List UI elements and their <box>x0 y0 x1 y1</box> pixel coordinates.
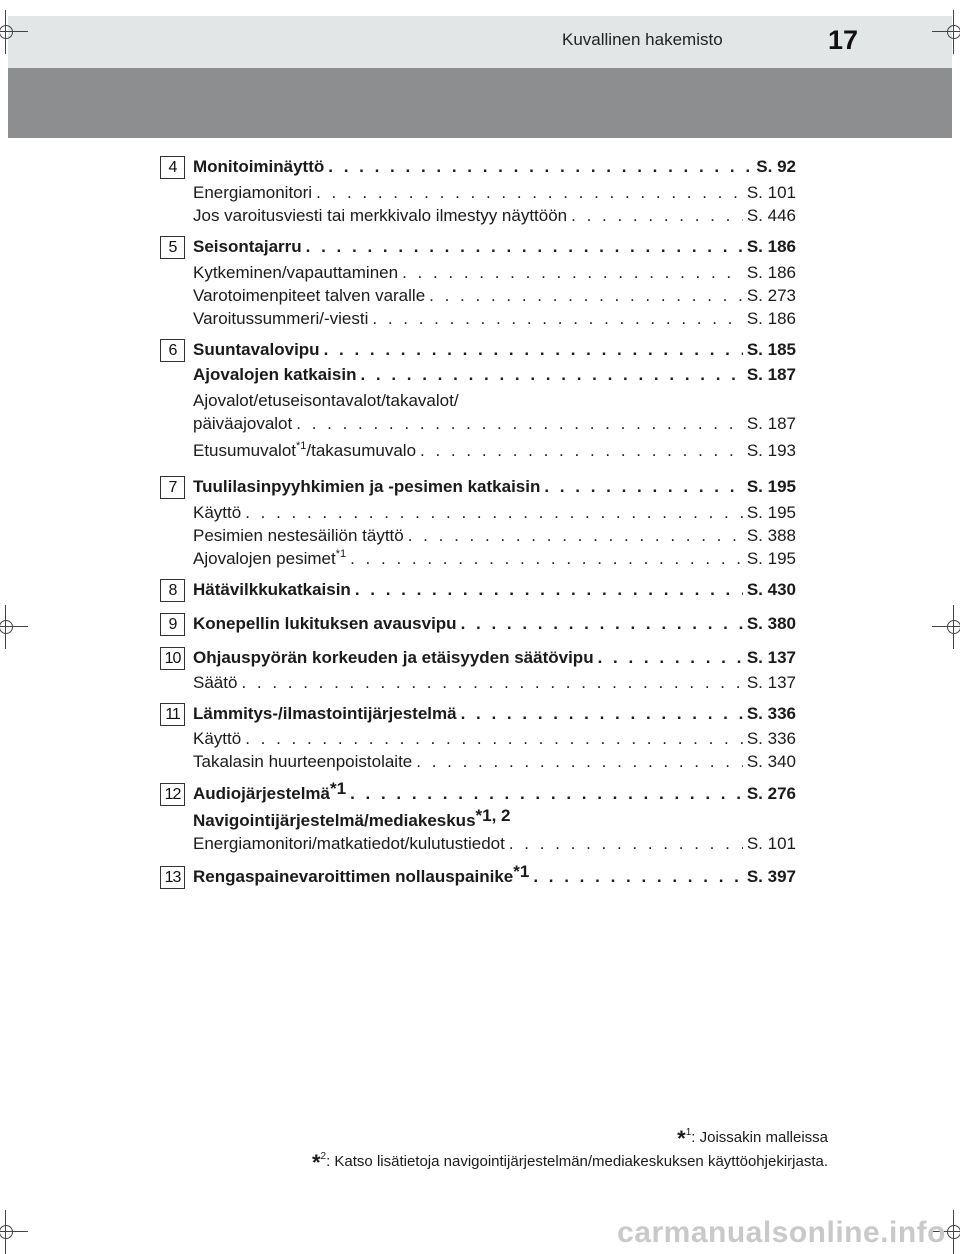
registration-mark-icon <box>944 1222 960 1242</box>
index-subentry[interactable]: Käyttö . . . S. 195 <box>193 503 796 525</box>
section-number-badge: 8 <box>160 579 185 602</box>
section-number-badge: 7 <box>160 476 185 499</box>
index-subentry[interactable]: Energiamonitori/matkatiedot/kulutustiedot . . . S. 101 <box>193 834 796 856</box>
index-subentry[interactable]: Energiamonitori . . . S. 101 <box>193 183 796 205</box>
index-subentry-label: Ajovalot/etuseisontavalot/takavalot/ <box>193 391 459 410</box>
index-entry[interactable]: Ohjauspyörän korkeuden ja etäisyyden säätövipu . . . S. 137 <box>193 648 796 670</box>
index-subentry[interactable]: Ajovalojen pesimet$^{*1}$ . . . S. 195 <box>193 549 796 571</box>
index-subentry[interactable]: Säätö . . . S. 137 <box>193 673 796 695</box>
index-subentry[interactable]: Käyttö . . . S. 336 <box>193 729 796 751</box>
section-number-badge: 10 <box>160 647 185 670</box>
section-number-badge: 12 <box>160 783 185 806</box>
section-number-badge: 5 <box>160 236 185 259</box>
index-entry[interactable]: Ajovalojen katkaisin . . . S. 187 <box>193 365 796 387</box>
index-subentry[interactable]: Kytkeminen/vapauttaminen . . . S. 186 <box>193 263 796 285</box>
index-entry[interactable]: Hätävilkkukatkaisin . . . S. 430 <box>193 580 796 602</box>
index-subentry[interactable]: päiväajovalot . . . S. 187 <box>193 414 796 436</box>
section-number-badge: 4 <box>160 156 185 179</box>
registration-mark-icon <box>0 1222 16 1242</box>
section-number-badge: 9 <box>160 613 185 636</box>
index-entry[interactable]: Suuntavalovipu . . . S. 185 <box>193 340 796 362</box>
index-entry[interactable]: Lämmitys-/ilmastointijärjestelmä . . . S. 336 <box>193 704 796 726</box>
section-number-badge: 11 <box>160 703 185 726</box>
page-number: 17 <box>828 25 859 55</box>
watermark: carmanualsonline.info <box>617 1216 946 1249</box>
index-subentry[interactable]: Varoitussummeri/-viesti . . . S. 186 <box>193 309 796 331</box>
index-entry[interactable]: Tuulilasinpyyhkimien ja -pesimen katkaisin . . . S. 195 <box>193 477 796 499</box>
index-entry[interactable]: Seisontajarru . . . S. 186 <box>193 237 796 259</box>
footnote: *$^2$: Katso lisätietoja navigointijärjestelmän/mediakeskuksen käyttöohjekirjasta. <box>311 1150 828 1175</box>
index-entry[interactable]: Navigointijärjestelmä/mediakeskus$^{*1, 2}$ <box>193 806 511 830</box>
index-entry[interactable]: Audiojärjestelmä$^{*1}$ . . . S. 276 <box>193 784 796 806</box>
index-entry[interactable]: Konepellin lukituksen avausvipu . . . S. 380 <box>193 614 796 636</box>
section-number-badge: 6 <box>160 339 185 362</box>
index-subentry[interactable]: Etusumuvalot$^{*1}$/takasumuvalo . . . S. 193 <box>193 441 796 463</box>
index-subentry[interactable]: Pesimien nestesäiliön täyttö . . . S. 388 <box>193 526 796 548</box>
index-entry[interactable]: Monitoiminäyttö . . . S. 92 <box>193 157 796 179</box>
index-subentry[interactable]: Varotoimenpiteet talven varalle . . . S. 273 <box>193 286 796 308</box>
index-subentry[interactable]: Takalasin huurteenpoistolaite . . . S. 340 <box>193 752 796 774</box>
index-entry[interactable]: Rengaspainevaroittimen nollauspainike$^{*1}$ . . . S. 397 <box>193 867 796 889</box>
section-number-badge: 13 <box>160 866 185 889</box>
footnote: *$^1$: Joissakin malleissa <box>677 1126 828 1151</box>
header-title: Kuvallinen hakemisto <box>562 30 723 49</box>
index-subentry[interactable]: Jos varoitusviesti tai merkkivalo ilmestyy näyttöön . . . S. 446 <box>193 206 796 228</box>
